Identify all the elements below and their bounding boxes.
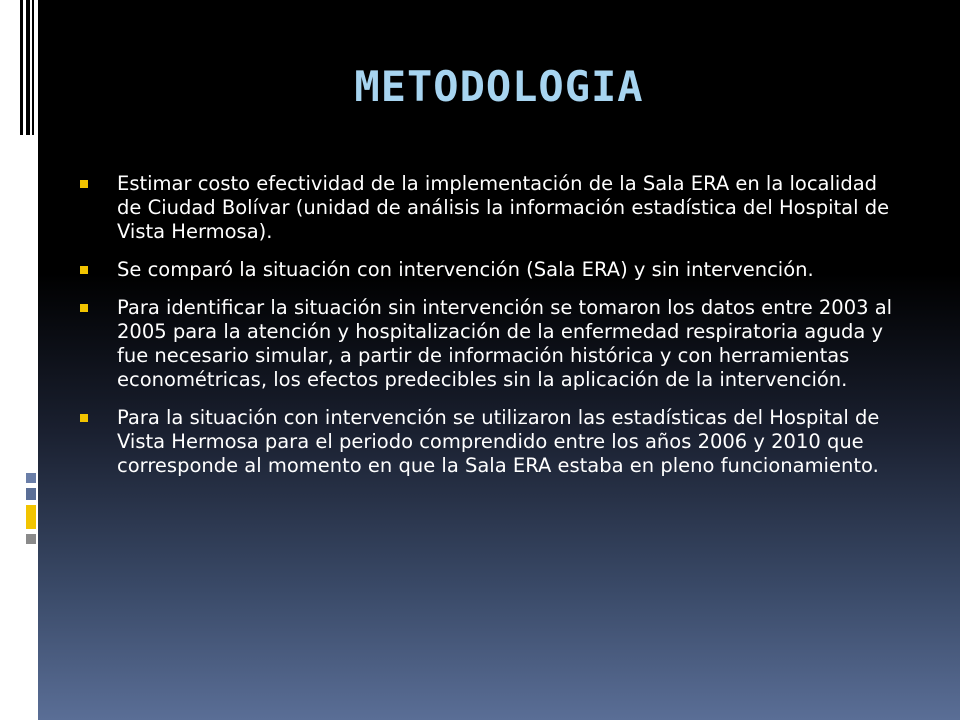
decorative-line	[26, 0, 30, 135]
decorative-accent-block	[26, 473, 36, 483]
left-margin-bar	[0, 0, 38, 720]
decorative-accent-block	[26, 534, 36, 544]
decorative-accent-block	[26, 488, 36, 500]
list-item	[80, 172, 900, 244]
square-bullet-icon	[80, 266, 88, 274]
square-bullet-icon	[80, 304, 88, 312]
list-item	[80, 258, 900, 282]
decorative-line	[20, 0, 23, 135]
slide-title: METODOLOGIA	[354, 62, 644, 111]
list-item	[80, 296, 900, 392]
list-item	[80, 406, 900, 478]
square-bullet-icon	[80, 414, 88, 422]
bullet-text: Para identificar la situación sin intervención se tomaron los datos entre 2003 al 2005 para la atención y hospitalización de la enfermedad respiratoria aguda y fue necesario simular, a partir de información histórica y con herramientas econométricas, los efectos predecibles sin la aplicación de la intervención.	[117, 296, 893, 391]
decorative-accent-block	[26, 505, 36, 529]
decorative-line	[32, 0, 34, 135]
bullet-text: Estimar costo efectividad de la implementación de la Sala ERA en la localidad de Ciudad Bolívar (unidad de análisis la información estadística del Hospital de Vista Hermosa).	[117, 172, 890, 243]
bullet-list	[80, 172, 900, 492]
bullet-text: Para la situación con intervención se utilizaron las estadísticas del Hospital de Vista Hermosa para el periodo comprendido entre los años 2006 y 2010 que corresponde al momento en que la Sala ERA estaba en pleno funcionamiento.	[117, 406, 880, 477]
square-bullet-icon	[80, 180, 88, 188]
bullet-text: Se comparó la situación con intervención (Sala ERA) y sin intervención.	[117, 258, 814, 281]
